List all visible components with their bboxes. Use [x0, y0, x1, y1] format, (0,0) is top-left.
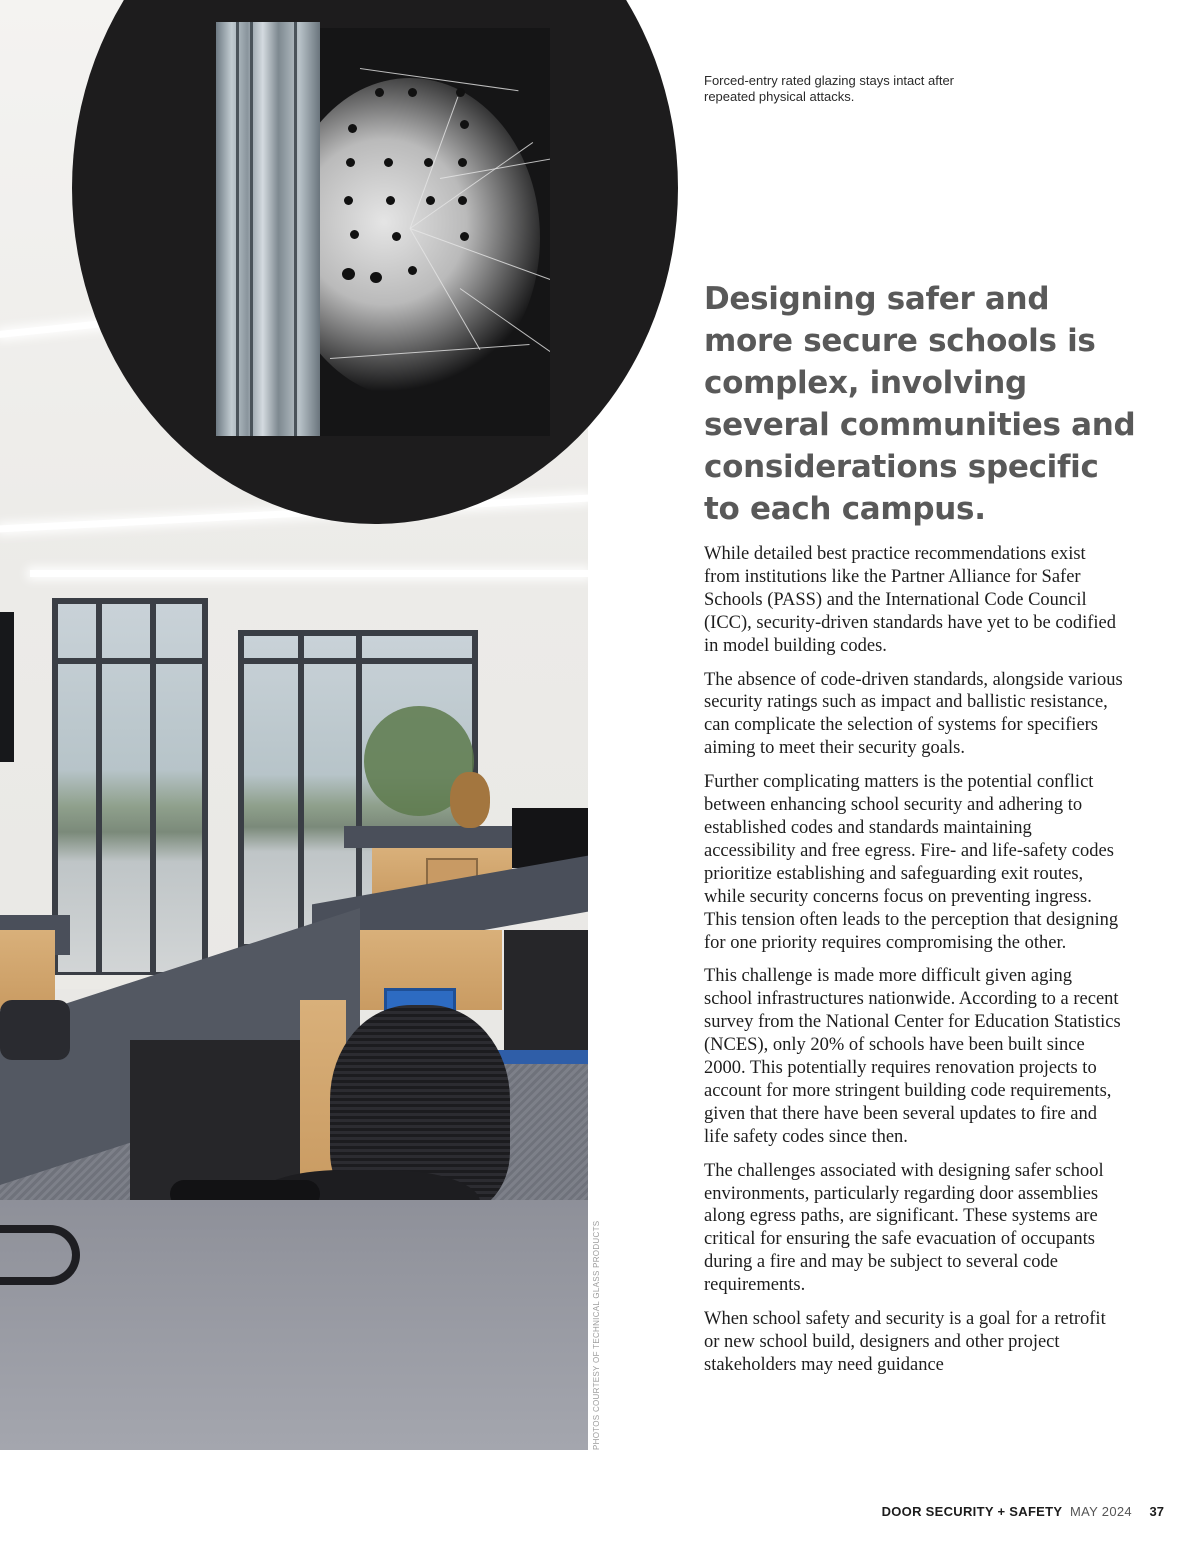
issue-date: MAY 2024 — [1070, 1504, 1132, 1519]
article-body — [704, 543, 1124, 1388]
ceiling-light — [30, 570, 588, 577]
body-paragraph: The absence of code-driven standards, alongside various security ratings such as impact and ballistic resistance, can complicate the selection of systems for specifiers aiming to meet their security goals. — [704, 669, 1123, 759]
photo-credit: PHOTOS COURTESY OF TECHNICAL GLASS PRODUCTS — [592, 1220, 601, 1450]
phone-cord — [0, 1225, 80, 1285]
body-paragraph: Further complicating matters is the potential conflict between enhancing school security and adhering to established codes and standards maintaining accessibility and free egress. Fire- and life-safety codes prioritize establishing and safeguarding exit routes, while security concerns focus on preventing ingress. This tension often leads to the perception that designing for one priority requires compromising the other. — [704, 772, 1119, 953]
desk-phone — [0, 1000, 70, 1060]
metal-frame — [216, 22, 320, 436]
window — [52, 598, 208, 978]
body-paragraph: When school safety and security is a goal for a retrofit or new school build, designers and other project stakeholders may need guidance — [704, 1309, 1106, 1375]
page-footer — [882, 1504, 1164, 1519]
shattered-glass — [320, 28, 550, 436]
teddy-bear — [450, 772, 490, 828]
front-desk — [0, 1200, 588, 1450]
back-counter — [344, 826, 512, 848]
tv-screen — [0, 612, 14, 762]
body-paragraph: This challenge is made more difficult given aging school infrastructures nationwide. According to a recent survey from the National Center for Education Statistics (NCES), only 20% of schools have been built since 2000. This potentially requires renovation projects to account for more stringent building code requirements, given that there have been several updates to fire and life safety codes since then. — [704, 966, 1121, 1147]
article-headline: Designing safer and more secure schools is complex, involving several communities and considerations specific to each campus. — [704, 281, 1136, 527]
publication-name: DOOR SECURITY + SAFETY — [881, 1504, 1063, 1519]
body-paragraph: The challenges associated with designing safer school environments, particularly regarding door assemblies along egress paths, are significant. These systems are critical for ensuring the safe evacuation of occupants during a fire and may be subject to several code requirements. — [704, 1160, 1104, 1296]
page-number: 37 — [1149, 1504, 1164, 1519]
photo-caption: Forced-entry rated glazing stays intact after repeated physical attacks. — [704, 73, 955, 104]
body-paragraph: While detailed best practice recommendations exist from institutions like the Partner Alliance for Safer Schools (PASS) and the International Code Council (ICC), security-driven standards have yet to be codified in model building codes. — [704, 544, 1117, 656]
